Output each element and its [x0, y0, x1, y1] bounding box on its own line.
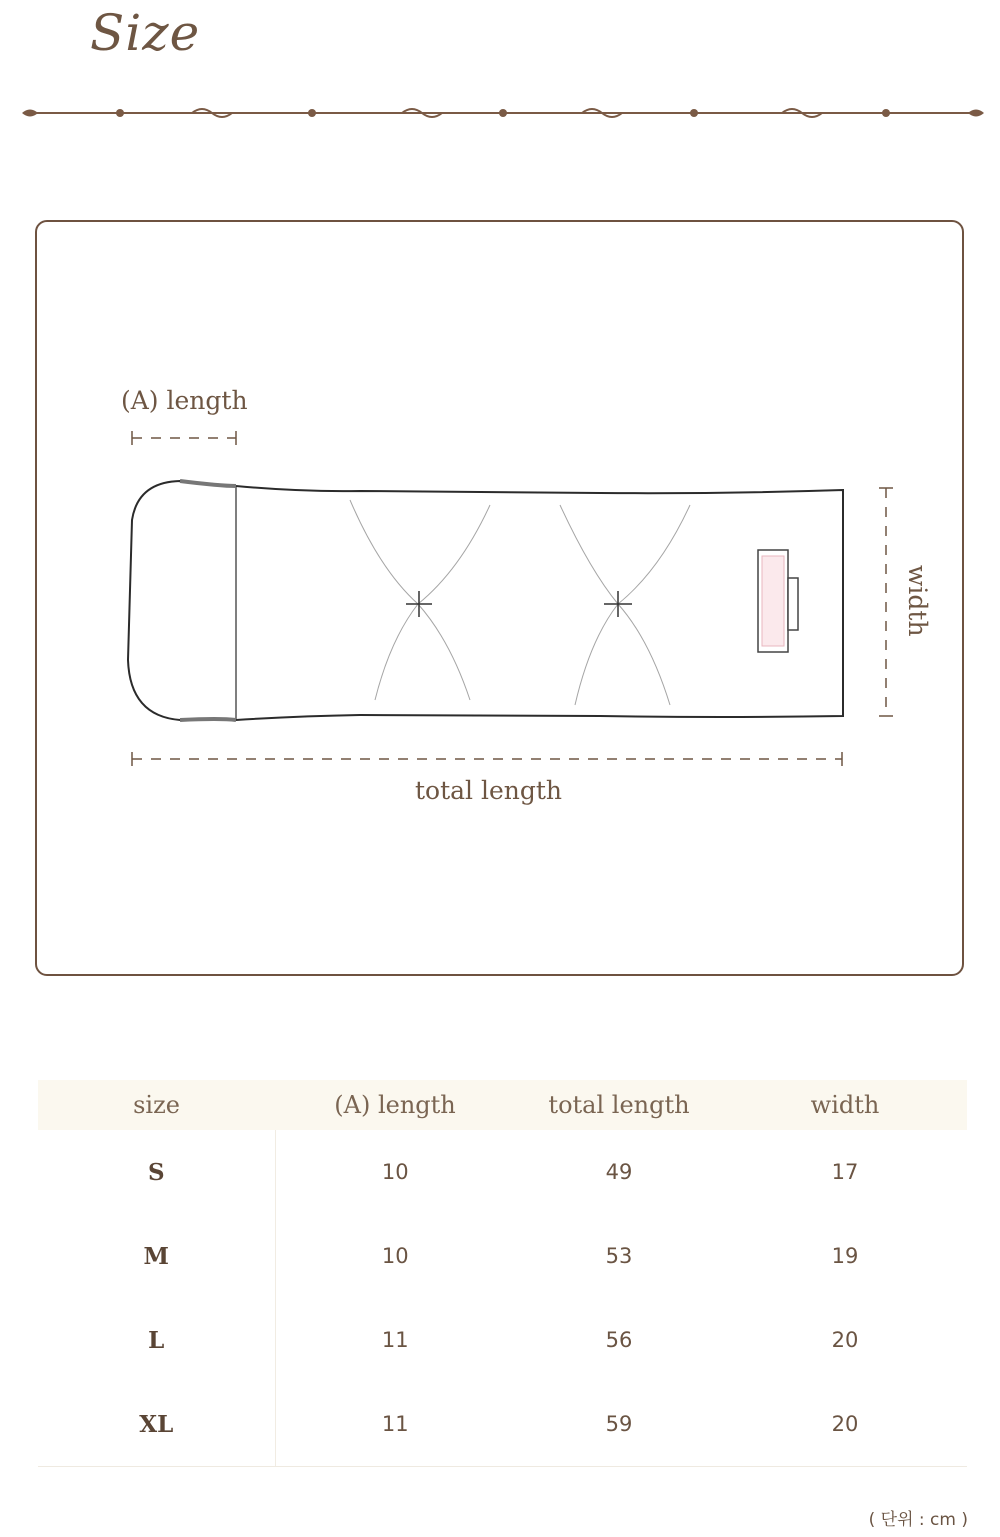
- size-table: [38, 1080, 967, 1467]
- brand-tag: [758, 550, 798, 652]
- header-size: size: [38, 1080, 275, 1130]
- width-cell: 20: [723, 1382, 967, 1467]
- width-cell: 17: [831, 1160, 859, 1184]
- header-width: width: [723, 1080, 967, 1130]
- section-title: Size: [90, 4, 201, 62]
- a-length-dimension: [132, 431, 236, 445]
- stitch-crosses: [406, 591, 632, 617]
- table-header-row: [38, 1080, 967, 1130]
- width-dimension: [879, 488, 893, 716]
- product-outline: [128, 481, 843, 720]
- a-length-cell: 10: [381, 1244, 409, 1268]
- a-length-label: (A) length: [121, 386, 248, 415]
- total-length-cell: 59: [515, 1382, 723, 1467]
- size-cell: L: [38, 1298, 275, 1382]
- table-row: [38, 1298, 967, 1382]
- pleat-lines: [350, 500, 690, 705]
- total-length-dimension: [132, 752, 842, 766]
- table-row: [38, 1214, 967, 1298]
- header-total-length: total length: [515, 1080, 723, 1130]
- width-cell: 19: [831, 1244, 859, 1268]
- header-a-length: (A) length: [275, 1080, 515, 1130]
- total-length-cell: 49: [605, 1160, 633, 1184]
- unit-note: ( 단위 : cm ): [868, 1510, 968, 1530]
- table-row: [38, 1382, 967, 1467]
- size-cell: M: [38, 1214, 275, 1298]
- a-length-cell: 10: [381, 1160, 409, 1184]
- a-length-cell: 11: [381, 1328, 409, 1352]
- width-cell: 20: [831, 1328, 859, 1352]
- size-cell: S: [38, 1130, 275, 1214]
- total-length-cell: 53: [605, 1244, 633, 1268]
- width-label: width: [903, 565, 932, 637]
- table-row: [38, 1130, 967, 1214]
- total-length-label: total length: [415, 776, 563, 805]
- a-length-cell: 11: [275, 1382, 515, 1467]
- total-length-cell: 56: [605, 1328, 633, 1352]
- size-cell: XL: [38, 1382, 275, 1467]
